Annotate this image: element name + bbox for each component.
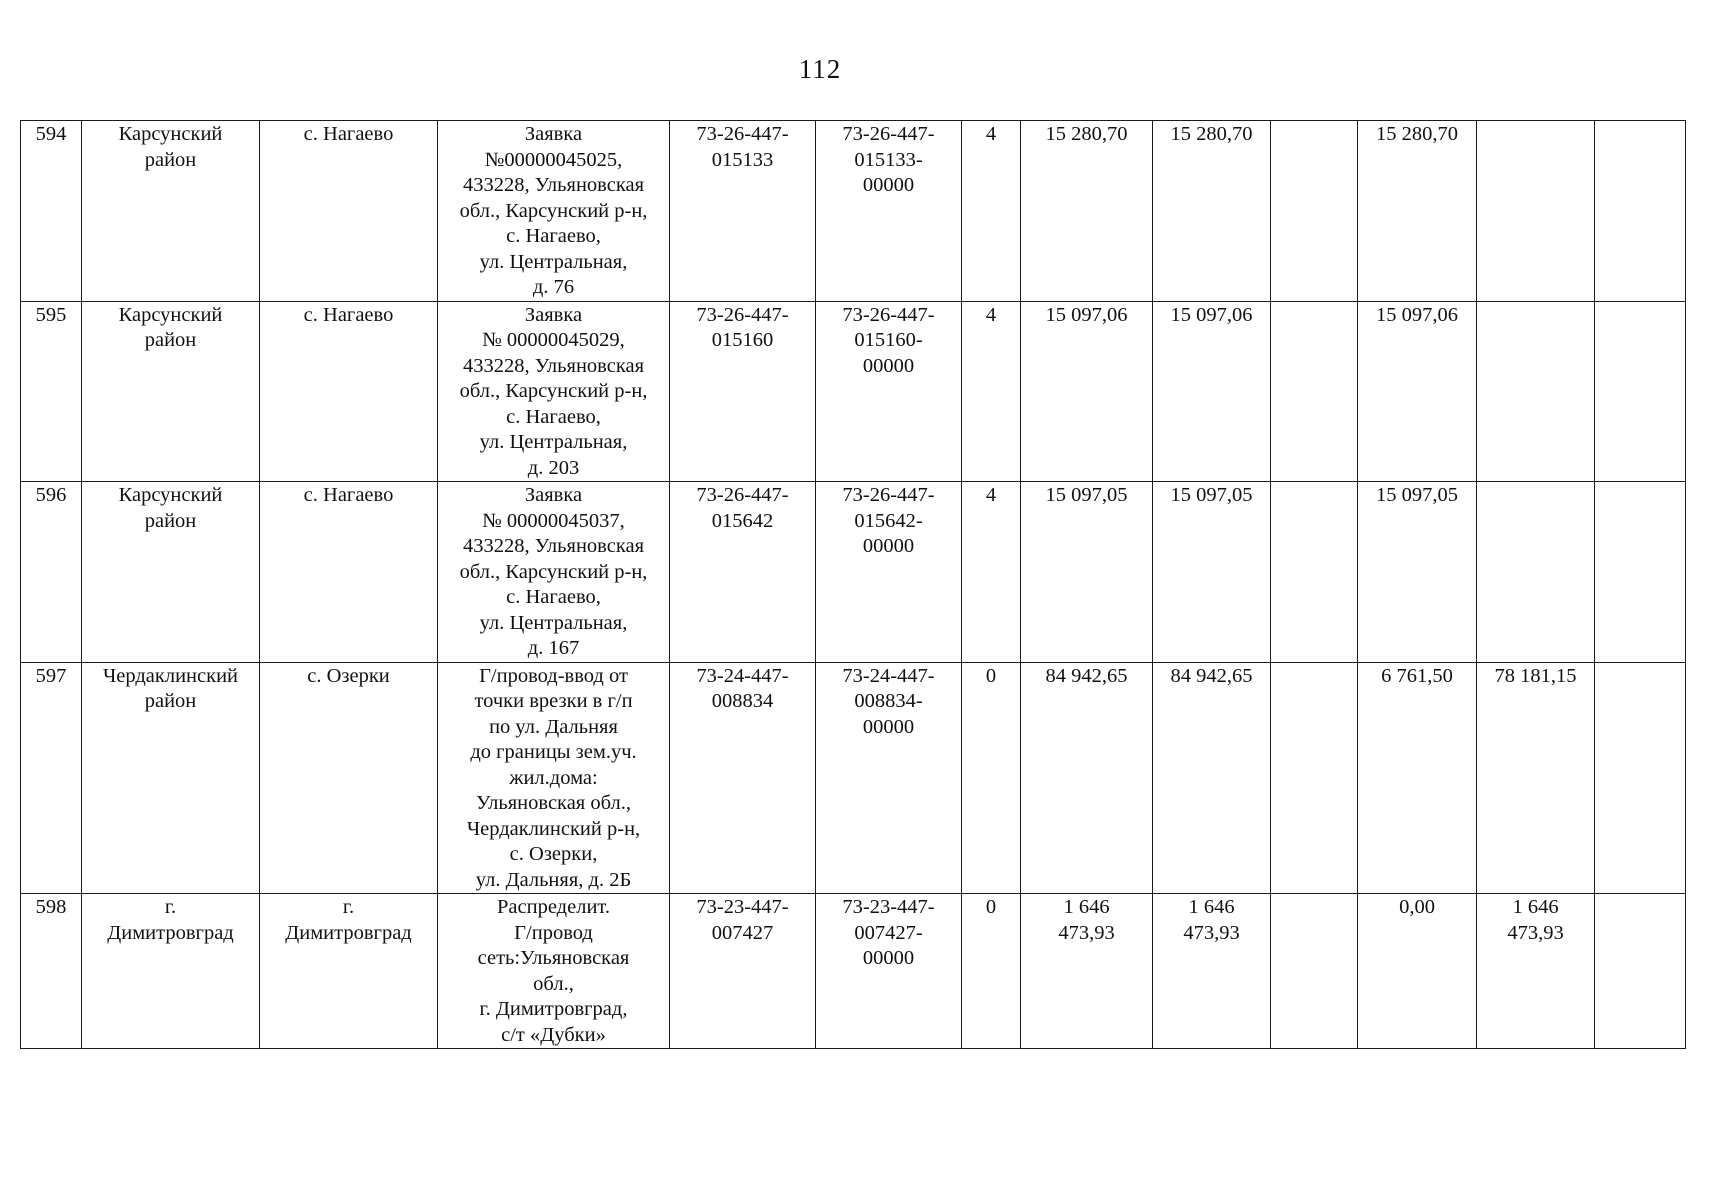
cell-object-description-line: сеть:Ульяновская bbox=[477, 947, 630, 969]
cell-initial-cost bbox=[1021, 121, 1153, 302]
cell-inventory-code-line: 007427 bbox=[711, 921, 774, 944]
cell-book-value bbox=[1153, 482, 1271, 663]
cell-object-description bbox=[438, 894, 670, 1049]
cell-settlement bbox=[260, 894, 438, 1049]
cell-settlement-line: Димитровград bbox=[285, 921, 412, 944]
cell-row-number: 596 bbox=[21, 482, 82, 663]
cell-initial-cost bbox=[1021, 894, 1153, 1049]
cell-district-line: район bbox=[144, 148, 197, 171]
cell-object-description-line: д. 76 bbox=[532, 276, 575, 298]
cell-cadastral-code-line: 015160- bbox=[854, 329, 923, 351]
cell-inventory-code bbox=[670, 121, 816, 302]
cell-cadastral-code bbox=[816, 121, 962, 302]
cell-district-line: Карсунский bbox=[118, 123, 223, 145]
cell-object-description-line: ул. Центральная, bbox=[479, 250, 628, 273]
cell-object-description-line: точки врезки в г/п bbox=[474, 690, 633, 712]
cell-object-description bbox=[438, 482, 670, 663]
cell-object-description-line: № 00000045029, bbox=[482, 329, 625, 351]
cell-count: 4 bbox=[962, 121, 1021, 302]
cell-inventory-code-line: 73-24-447- bbox=[696, 664, 789, 687]
cell-notes bbox=[1595, 894, 1686, 1049]
cell-book-value-line: 473,93 bbox=[1183, 921, 1240, 944]
cell-inventory-code-line: 008834 bbox=[711, 690, 774, 712]
cell-initial-cost-line: 15 097,06 bbox=[1045, 303, 1128, 326]
cell-object-description-line: 433228, Ульяновская bbox=[462, 354, 645, 377]
cell-object-description-line: ул. Центральная, bbox=[479, 431, 628, 453]
cell-inventory-code bbox=[670, 482, 816, 663]
cell-object-description-line: №00000045025, bbox=[484, 148, 623, 171]
page-number: 112 bbox=[798, 54, 842, 84]
cell-cadastral-code-line: 015642- bbox=[854, 509, 923, 532]
cell-district-line: район bbox=[144, 690, 197, 712]
cell-cadastral-code-line: 73-24-447- bbox=[842, 664, 935, 687]
cell-cadastral-code bbox=[816, 894, 962, 1049]
cell-object-description-line: Заявка bbox=[524, 484, 583, 506]
cell-object-description-line: с. Нагаево, bbox=[506, 405, 601, 428]
cell-residual-value bbox=[1477, 662, 1595, 894]
cell-cadastral-code-line: 73-26-447- bbox=[842, 303, 935, 326]
cell-book-value bbox=[1153, 301, 1271, 482]
cell-cadastral-code bbox=[816, 301, 962, 482]
cell-settlement-line: с. Нагаево bbox=[303, 123, 394, 145]
cell-notes bbox=[1595, 301, 1686, 482]
table-row bbox=[21, 662, 1686, 894]
cell-cadastral-code-line: 00000 bbox=[862, 947, 915, 969]
cell-cadastral-code bbox=[816, 482, 962, 663]
cell-district-line: Димитровград bbox=[107, 921, 234, 944]
cell-depreciation bbox=[1358, 662, 1477, 894]
cell-object-description-line: Заявка bbox=[524, 123, 583, 145]
cell-object-description-line: г. Димитровград, bbox=[479, 998, 628, 1020]
cell-initial-cost-line: 1 646 bbox=[1063, 896, 1110, 918]
cell-settlement bbox=[260, 662, 438, 894]
table-row bbox=[21, 301, 1686, 482]
cell-cadastral-code-line: 73-23-447- bbox=[842, 896, 935, 918]
cell-object-description bbox=[438, 301, 670, 482]
cell-cadastral-code-line: 015133- bbox=[854, 148, 923, 171]
cell-inventory-code bbox=[670, 894, 816, 1049]
cell-initial-cost bbox=[1021, 482, 1153, 663]
cell-settlement-line: с. Нагаево bbox=[303, 484, 394, 506]
cell-cadastral-code-line: 73-26-447- bbox=[842, 484, 935, 506]
cell-residual-value-line: 1 646 bbox=[1512, 896, 1559, 918]
cell-object-description-line: № 00000045037, bbox=[482, 509, 625, 532]
cell-depreciation-line: 6 761,50 bbox=[1381, 664, 1453, 687]
cell-cadastral-code bbox=[816, 662, 962, 894]
cell-inventory-code-line: 015160 bbox=[711, 329, 774, 351]
cell-object-description-line: Г/провод-ввод от bbox=[479, 664, 628, 687]
cell-district-line: Карсунский bbox=[118, 484, 223, 506]
cell-initial-cost bbox=[1021, 301, 1153, 482]
cell-object-description-line: с/т «Дубки» bbox=[501, 1023, 606, 1046]
table-row bbox=[21, 894, 1686, 1049]
cell-object-description-line: до границы зем.уч. bbox=[470, 741, 637, 763]
cell-object-description-line: 433228, Ульяновская bbox=[462, 174, 645, 196]
cell-object-description-line: обл., Карсунский р-н, bbox=[459, 199, 648, 222]
cell-row-number: 595 bbox=[21, 301, 82, 482]
cell-depreciation bbox=[1358, 482, 1477, 663]
cell-district-line: г. bbox=[164, 896, 177, 918]
cell-object-description-line: Чердаклинский р-н, bbox=[466, 817, 641, 840]
cell-district-line: район bbox=[144, 509, 197, 532]
cell-book-value-line: 1 646 bbox=[1188, 896, 1235, 918]
cell-object-description-line: ул. Дальняя, д. 2Б bbox=[475, 868, 632, 891]
cell-empty-column bbox=[1271, 894, 1358, 1049]
cell-object-description-line: 433228, Ульяновская bbox=[462, 535, 645, 557]
cell-notes bbox=[1595, 121, 1686, 302]
cell-depreciation-line: 0,00 bbox=[1399, 896, 1435, 918]
table-row bbox=[21, 482, 1686, 663]
cell-book-value-line: 15 097,05 bbox=[1170, 484, 1253, 506]
cell-district bbox=[82, 121, 260, 302]
table-body bbox=[21, 121, 1686, 1049]
cell-residual-value bbox=[1477, 482, 1595, 663]
cell-notes bbox=[1595, 662, 1686, 894]
cell-inventory-code-line: 015642 bbox=[711, 509, 774, 532]
cell-depreciation bbox=[1358, 301, 1477, 482]
cell-district bbox=[82, 894, 260, 1049]
cell-settlement-line: с. Озерки bbox=[307, 664, 390, 687]
cell-book-value-line: 84 942,65 bbox=[1170, 664, 1253, 687]
cell-initial-cost-line: 84 942,65 bbox=[1045, 664, 1128, 687]
cell-settlement bbox=[260, 482, 438, 663]
cell-district bbox=[82, 662, 260, 894]
cell-object-description-line: Распределит. bbox=[497, 896, 610, 918]
cell-inventory-code-line: 73-26-447- bbox=[696, 303, 789, 326]
cell-row-number: 594 bbox=[21, 121, 82, 302]
cell-empty-column bbox=[1271, 301, 1358, 482]
cell-object-description-line: обл., Карсунский р-н, bbox=[459, 380, 648, 402]
cell-settlement bbox=[260, 301, 438, 482]
cell-residual-value-line: 473,93 bbox=[1507, 921, 1564, 944]
cell-inventory-code-line: 015133 bbox=[711, 148, 774, 171]
cell-object-description-line: ул. Центральная, bbox=[479, 611, 628, 634]
cell-initial-cost-line: 473,93 bbox=[1058, 921, 1115, 944]
cell-depreciation-line: 15 097,05 bbox=[1376, 484, 1458, 506]
cell-cadastral-code-line: 73-26-447- bbox=[842, 123, 935, 145]
cell-settlement bbox=[260, 121, 438, 302]
cell-initial-cost bbox=[1021, 662, 1153, 894]
cell-residual-value bbox=[1477, 301, 1595, 482]
cell-count: 4 bbox=[962, 301, 1021, 482]
cell-empty-column bbox=[1271, 121, 1358, 302]
cell-notes bbox=[1595, 482, 1686, 663]
cell-object-description-line: Ульяновская обл., bbox=[475, 792, 632, 814]
cell-district-line: район bbox=[144, 329, 197, 351]
cell-initial-cost-line: 15 097,05 bbox=[1045, 484, 1128, 506]
cell-book-value bbox=[1153, 894, 1271, 1049]
cell-count: 4 bbox=[962, 482, 1021, 663]
cell-cadastral-code-line: 008834- bbox=[854, 690, 923, 712]
cell-depreciation bbox=[1358, 894, 1477, 1049]
cell-object-description-line: по ул. Дальняя bbox=[489, 715, 618, 738]
cell-depreciation-line: 15 097,06 bbox=[1376, 303, 1458, 326]
cell-count: 0 bbox=[962, 894, 1021, 1049]
cell-object-description-line: обл., bbox=[533, 972, 574, 995]
cell-district-line: Карсунский bbox=[118, 303, 223, 326]
cell-book-value-line: 15 280,70 bbox=[1170, 123, 1253, 145]
cell-object-description-line: с. Озерки, bbox=[509, 843, 598, 865]
cell-cadastral-code-line: 00000 bbox=[862, 535, 915, 557]
cell-settlement-line: г. bbox=[342, 896, 355, 918]
cell-object-description-line: Заявка bbox=[524, 303, 583, 326]
cell-residual-value-line: 78 181,15 bbox=[1494, 664, 1577, 687]
cell-inventory-code-line: 73-23-447- bbox=[696, 896, 789, 918]
cell-object-description-line: д. 167 bbox=[527, 637, 580, 659]
cell-object-description bbox=[438, 121, 670, 302]
cell-district-line: Чердаклинский bbox=[102, 664, 239, 687]
cell-cadastral-code-line: 00000 bbox=[862, 174, 915, 196]
cell-object-description-line: д. 203 bbox=[527, 456, 580, 479]
cell-cadastral-code-line: 007427- bbox=[854, 921, 923, 944]
cell-empty-column bbox=[1271, 482, 1358, 663]
cell-row-number: 598 bbox=[21, 894, 82, 1049]
cell-object-description-line: обл., Карсунский р-н, bbox=[459, 560, 648, 583]
cell-district bbox=[82, 482, 260, 663]
cell-inventory-code bbox=[670, 662, 816, 894]
cell-depreciation bbox=[1358, 121, 1477, 302]
cell-residual-value bbox=[1477, 894, 1595, 1049]
cell-inventory-code-line: 73-26-447- bbox=[696, 484, 789, 506]
cell-cadastral-code-line: 00000 bbox=[862, 715, 915, 738]
cell-object-description-line: Г/провод bbox=[514, 921, 593, 944]
cell-district bbox=[82, 301, 260, 482]
cell-book-value bbox=[1153, 662, 1271, 894]
cell-object-description-line: жил.дома: bbox=[509, 766, 598, 789]
cell-inventory-code-line: 73-26-447- bbox=[696, 123, 789, 145]
cell-object-description-line: с. Нагаево, bbox=[506, 586, 601, 608]
cell-book-value-line: 15 097,06 bbox=[1170, 303, 1253, 326]
cell-empty-column bbox=[1271, 662, 1358, 894]
cell-book-value bbox=[1153, 121, 1271, 302]
cell-settlement-line: с. Нагаево bbox=[303, 303, 394, 326]
cell-residual-value bbox=[1477, 121, 1595, 302]
cell-object-description-line: с. Нагаево, bbox=[506, 225, 601, 247]
cell-object-description bbox=[438, 662, 670, 894]
cell-initial-cost-line: 15 280,70 bbox=[1045, 123, 1128, 145]
cell-depreciation-line: 15 280,70 bbox=[1376, 123, 1458, 145]
cell-cadastral-code-line: 00000 bbox=[862, 354, 915, 377]
cell-count: 0 bbox=[962, 662, 1021, 894]
gas-pipeline-registry-table bbox=[20, 120, 1686, 1049]
cell-row-number: 597 bbox=[21, 662, 82, 894]
table-row bbox=[21, 121, 1686, 302]
cell-inventory-code bbox=[670, 301, 816, 482]
